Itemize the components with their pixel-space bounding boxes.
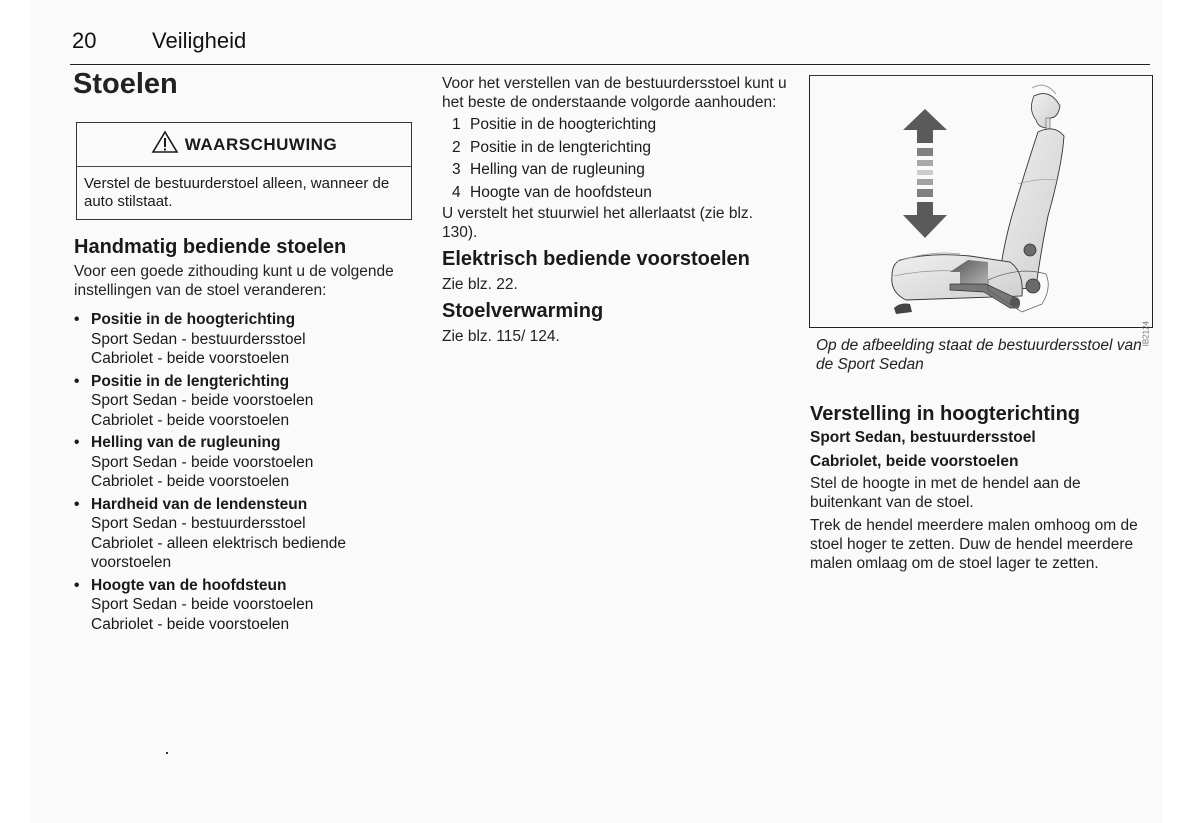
section-title: Veiligheid <box>152 28 247 53</box>
electric-seats-heading: Elektrisch bediende voorstoelen <box>442 248 750 270</box>
warning-title: WAARSCHUWING <box>184 134 338 154</box>
list-item <box>74 372 419 431</box>
height-adjust-paragraph: Trek de hendel meerdere malen omhoog om de stoel hoger te zetten. Duw de hendel meerdere malen omlaag om de stoel lager te zetten. <box>810 517 1138 572</box>
list-item-line: Sport Sedan - bestuurdersstoel <box>91 330 306 348</box>
scan-speck <box>166 752 168 754</box>
order-step: 3 Helling van de rugleuning <box>452 161 645 178</box>
height-adjust-subheading: Cabriolet, beide voorstoelen <box>810 453 1019 470</box>
list-item-line: Cabriolet - beide voorstoelen <box>91 473 290 490</box>
warning-box <box>76 122 412 220</box>
figure-caption: Op de afbeelding staat de bestuurdersstoel van de Sport Sedan <box>816 337 1142 373</box>
list-item-title: Positie in de lengterichting <box>91 372 290 390</box>
adjustment-list <box>74 310 419 634</box>
page-title: Stoelen <box>73 68 178 100</box>
order-intro: Voor het verstellen van de bestuurdersstoel kunt u het beste de onderstaande volgorde aanhouden: <box>442 75 787 111</box>
list-item <box>74 310 419 369</box>
manual-seats-section <box>74 236 419 637</box>
headrest <box>1031 85 1060 130</box>
list-item-line: Sport Sedan - beide voorstoelen <box>91 596 314 613</box>
manual-seats-heading: Handmatig bediende stoelen <box>74 236 347 258</box>
bullet: • <box>74 434 80 451</box>
list-item-line: Cabriolet - beide voorstoelen <box>91 615 290 633</box>
seat-heating-heading: Stoelverwarming <box>442 300 604 322</box>
bullet: • <box>74 576 80 594</box>
warning-text: Verstel de bestuurderstoel alleen, wanneer de auto stilstaat. <box>84 175 390 210</box>
order-steps <box>442 114 787 204</box>
list-item-line: Sport Sedan - beide voorstoelen <box>91 453 314 471</box>
order-after: U verstelt het stuurwiel het allerlaatst (zie blz. 130). <box>442 205 753 241</box>
up-down-arrow-icon <box>903 109 947 238</box>
list-item-title: Positie in de hoogterichting <box>91 311 296 328</box>
list-item <box>74 495 419 573</box>
list-item-title: Helling van de rugleuning <box>91 434 281 451</box>
list-item-line: Sport Sedan - beide voorstoelen <box>91 392 314 409</box>
list-item-title: Hardheid van de lendensteun <box>91 495 308 513</box>
header-divider <box>70 64 1150 65</box>
list-item-line: Cabriolet - alleen elektrisch bediende voorstoelen <box>91 534 347 571</box>
order-step: 2 Positie in de lengterichting <box>452 138 651 156</box>
height-adjust-heading: Verstelling in hoogterichting <box>810 403 1081 425</box>
manual-seats-intro: Voor een goede zithouding kunt u de volgende instellingen van de stoel veranderen: <box>74 263 394 299</box>
list-item-line: Cabriolet - beide voorstoelen <box>91 350 290 367</box>
height-adjust-section <box>810 403 1155 573</box>
seat-heating-reference: Zie blz. 115/ 124. <box>442 328 560 345</box>
list-item <box>74 576 419 635</box>
page-number: 20 <box>72 28 97 53</box>
list-item-line: Sport Sedan - bestuurdersstoel <box>91 515 306 532</box>
list-item-line: Cabriolet - beide voorstoelen <box>91 411 290 429</box>
warning-triangle-icon <box>151 130 179 159</box>
order-step: 1 Positie in de hoogterichting <box>452 116 657 133</box>
warning-header <box>77 123 411 167</box>
figure-id-label: IB2124 <box>1141 321 1150 347</box>
height-adjust-subheading: Sport Sedan, bestuurdersstoel <box>810 429 1036 446</box>
seat-illustration <box>810 76 1152 327</box>
seat-figure <box>809 75 1153 347</box>
bullet: • <box>74 311 80 328</box>
order-step: 4 Hoogte van de hoofdsteun <box>452 183 652 201</box>
bullet: • <box>74 372 80 390</box>
seat-cushion <box>892 253 1022 314</box>
electric-seats-reference: Zie blz. 22. <box>442 276 518 293</box>
list-item <box>74 433 419 492</box>
adjustment-order-section <box>442 74 787 346</box>
list-item-title: Hoogte van de hoofdsteun <box>91 576 287 594</box>
height-adjust-paragraph: Stel de hoogte in met de hendel aan de buitenkant van de stoel. <box>810 475 1081 511</box>
bullet: • <box>74 495 80 513</box>
